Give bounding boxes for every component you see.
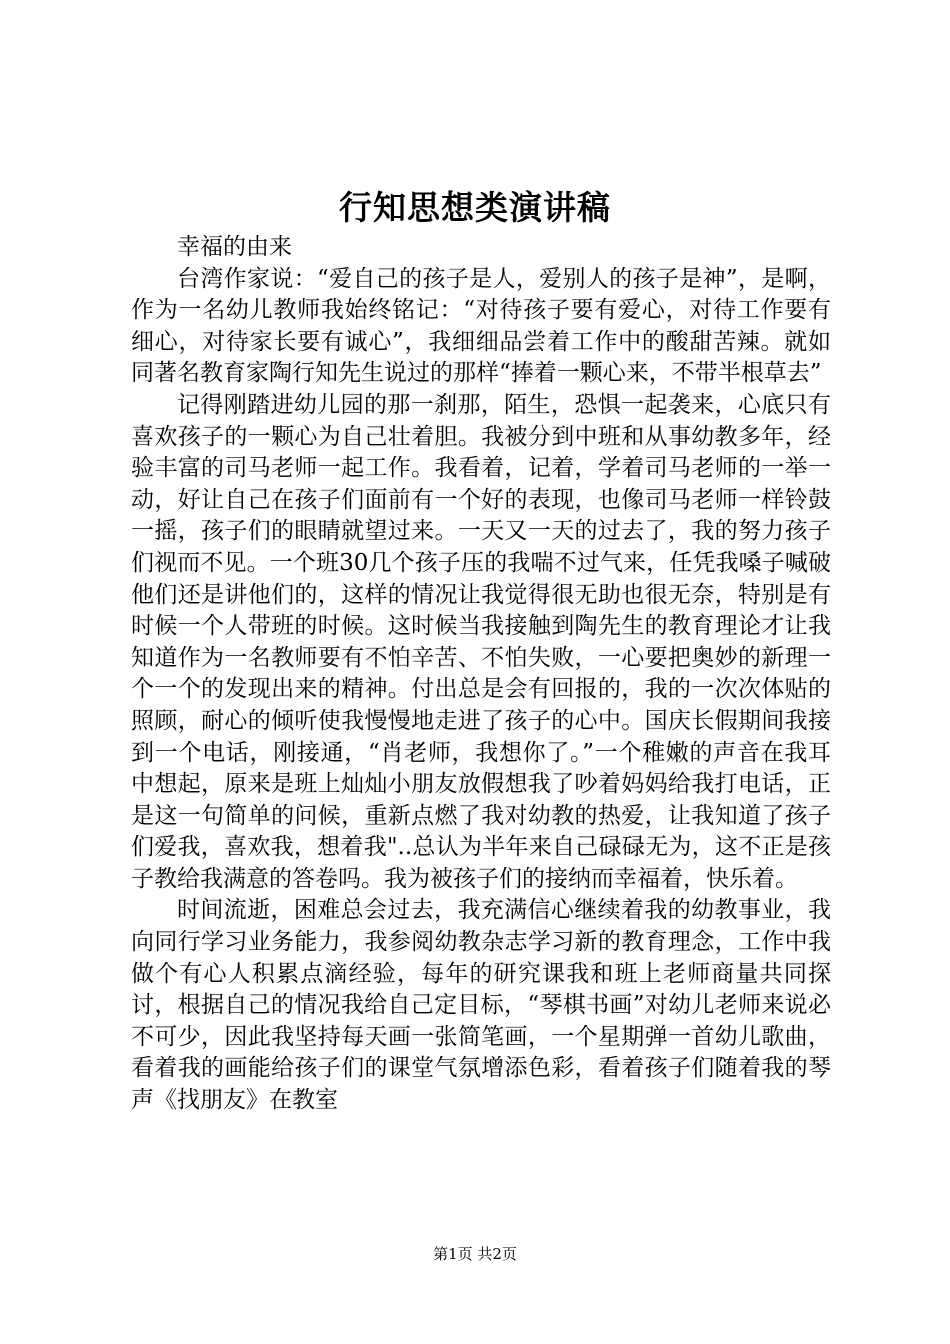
document-body	[131, 232, 831, 1117]
paragraph: 记得刚踏进幼儿园的那一刹那，陌生，恐惧一起袭来，心底只有喜欢孩子的一颗心为自己壮着胆。我被分到中班和从事幼教多年，经验丰富的司马老师一起工作。我看着，记着，学着司马老师的一举一动，好让自己在孩子们面前有一个好的表现，也像司马老师一样铃鼓一摇，孩子们的眼睛就望过来。一天又一天的过去了，我的努力孩子们视而不见。一个班30几个孩子压的我喘不过气来，任凭我嗓子喊破他们还是讲他们的，这样的情况让我觉得很无助也很无奈，特别是有时候一个人带班的时候。这时候当我接触到陶先生的教育理论才让我知道作为一名教师要有不怕辛苦、不怕失败，一心要把奥妙的新理一个一个的发现出来的精神。付出总是会有回报的，我的一次次体贴的照顾，耐心的倾听使我慢慢地走进了孩子的心中。国庆长假期间我接到一个电话，刚接通，“肖老师，我想你了。”一个稚嫩的声音在我耳中想起，原来是班上灿灿小朋友放假想我了吵着妈妈给我打电话，正是这一句简单的问候，重新点燃了我对幼教的热爱，让我知道了孩子们爱我，喜欢我，想着我"..总认为半年来自己碌碌无为，这不正是孩子教给我满意的答卷吗。我为被孩子们的接纳而幸福着，快乐着。	[131, 391, 831, 892]
paragraph: 台湾作家说：“爱自己的孩子是人，爱别人的孩子是神”，是啊，作为一名幼儿教师我始终铭记：“对待孩子要有爱心，对待工作要有细心，对待家长要有诚心”，我细细品尝着工作中的酸甜苦辣。就如同著名教育家陶行知先生说过的那样“捧着一颗心来，不带半根草去”	[131, 265, 831, 387]
paragraph: 时间流逝，困难总会过去，我充满信心继续着我的幼教事业，我向同行学习业务能力，我参阅幼教杂志学习新的教育理念，工作中我做个有心人积累点滴经验，每年的研究课我和班上老师商量共同探讨，根据自己的情况我给自己定目标，“琴棋书画”对幼儿老师来说必不可少，因此我坚持每天画一张简笔画，一个星期弹一首幼儿歌曲，看着我的画能给孩子们的课堂气氛增添色彩，看着孩子们随着我的琴声《找朋友》在教室	[131, 897, 831, 1114]
paragraph-subtitle: 幸福的由来	[177, 234, 292, 260]
page-footer: 第1页 共2页	[433, 1245, 517, 1263]
document-title: 行知思想类演讲稿	[339, 188, 611, 227]
